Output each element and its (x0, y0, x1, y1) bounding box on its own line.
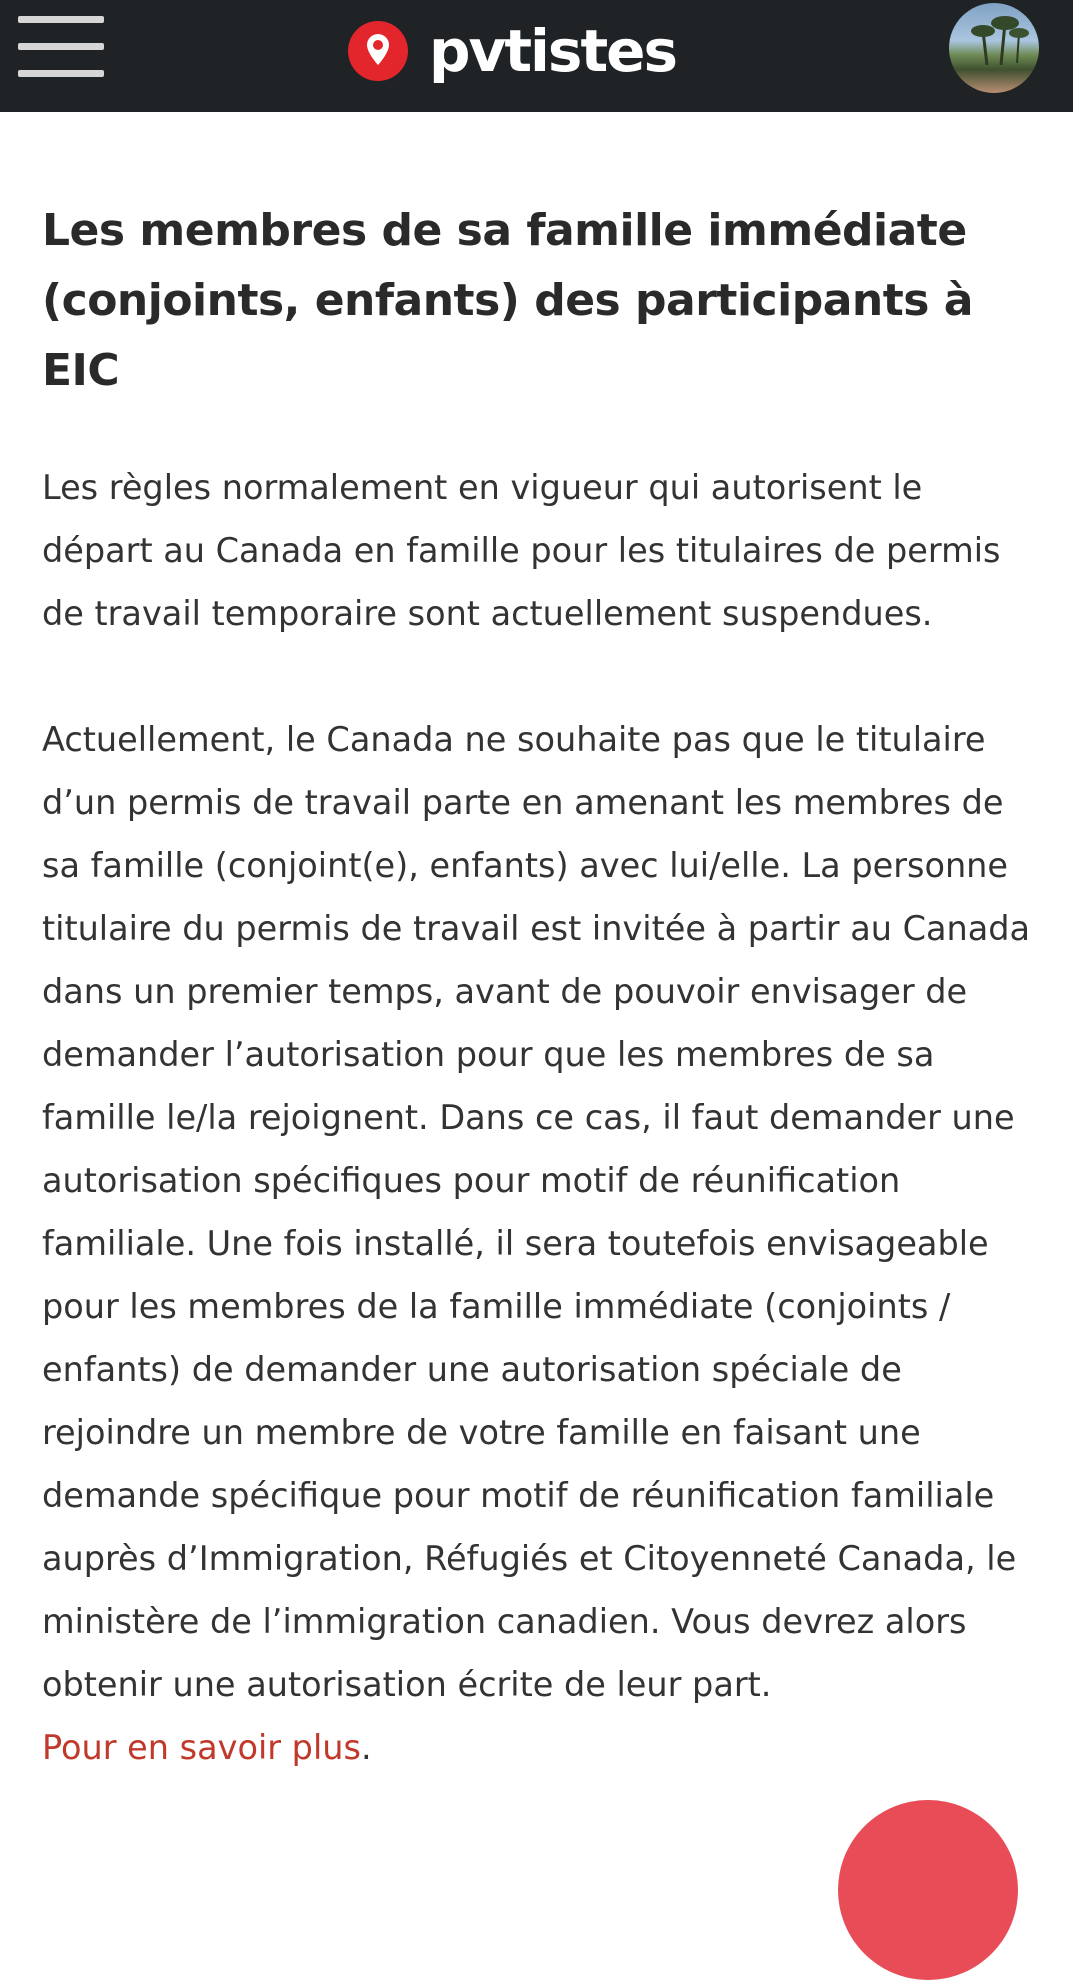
article-paragraph-2: Actuellement, le Canada ne souhaite pas que le titulaire d’un permis de travail parte en amenant les membres de sa famille (conjoint(e), enfants) avec lui/elle. La personne titulaire du permis de travail est invitée à partir au Canada dans un premier temps, avant de pouvoir envisager de demander l’autorisation pour que les membres de sa famille le/la rejoignent. Dans ce cas, il faut demander une autorisation spécifiques pour motif de réunification familiale. Une fois installé, il sera toutefois envisageable pour les membres de la famille immédiate (conjoints / enfants) de demander une autorisation spéciale de rejoindre un membre de votre famille en faisant une demande spécifique pour motif de réunification familiale auprès d’Immigration, Réfugiés et Citoyenneté Canada, le ministère de l’immigration canadien. Vous devrez alors obtenir une autorisation écrite de leur part. (42, 720, 1031, 1704)
menu-line (18, 70, 104, 77)
learn-more-suffix: . (360, 1728, 372, 1767)
chat-floating-button[interactable] (838, 1800, 1018, 1980)
palm-tree-photo (949, 3, 1039, 93)
hamburger-menu-icon[interactable] (18, 16, 104, 78)
article-paragraph-1: Les règles normalement en vigueur qui autorisent le départ au Canada en famille pour les titulaires de permis de travail temporaire sont actuellement suspendues. (42, 468, 1001, 633)
profile-avatar[interactable] (949, 3, 1039, 93)
top-navigation-bar (0, 0, 1073, 112)
menu-line (18, 43, 104, 50)
site-logo[interactable] (347, 6, 676, 96)
menu-line (18, 16, 104, 23)
learn-more-link[interactable]: Pour en savoir plus (42, 1728, 361, 1767)
learn-more-line (42, 1716, 1032, 1779)
article-content (42, 196, 1032, 1779)
location-pin-icon (347, 20, 409, 82)
article-title: Les membres de sa famille immédiate (conjoints, enfants) des participants à EIC (42, 205, 973, 396)
brand-name: pvtistes (429, 17, 677, 85)
